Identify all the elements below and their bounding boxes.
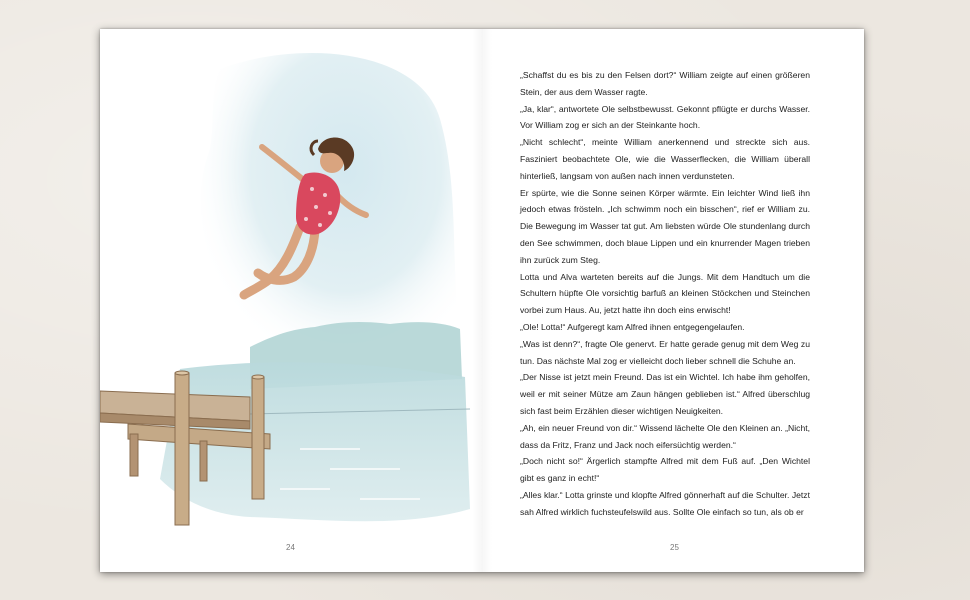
page-number-left: 24	[286, 543, 295, 552]
story-text	[520, 67, 810, 521]
paragraph: „Nicht schlecht“, meinte William anerkennend und streckte sich aus. Fasziniert beobachtete Ole, wie die Wasserflecken, die William überall hinterließ, langsam von außen nach innen verdunsteten.	[520, 137, 810, 181]
paragraph: „Alles klar.“ Lotta grinste und klopfte Alfred gönnerhaft auf die Schulter. Jetzt sah Alfred wirklich fuchsteufelswild aus. Sollte Ole einfach so tun, als ob er	[520, 489, 810, 517]
paragraph: „Schaffst du es bis zu den Felsen dort?“ William zeigte auf einen größeren Stein, der aus dem Wasser ragte.	[520, 70, 810, 97]
right-page	[482, 29, 864, 572]
paragraph: „Ole! Lotta!“ Aufgeregt kam Alfred ihnen entgegengelaufen.	[520, 321, 745, 332]
paragraph: „Ja, klar“, antwortete Ole selbstbewusst. Gekonnt pflügte er durchs Wasser. Vor William zog er sich an der Steinkante hoch.	[520, 103, 810, 131]
book-gutter-shadow	[472, 29, 492, 572]
paragraph: „Was ist denn?“, fragte Ole genervt. Er hatte gerade genug mit dem Weg zu tun. Das nächste Mal zog er vielleicht doch lieber schnell die Schuhe an.	[520, 338, 810, 366]
paragraph: Lotta und Alva warteten bereits auf die Jungs. Mit dem Handtuch um die Schultern hüpfte Ole vorsichtig barfuß an kleinen Stöckchen und Steinchen vorbei zum Haus. Au, jetzt hatte ihn doch eins erwischt!	[520, 271, 810, 316]
girl-jumping-off-dock-into-lake-illustration	[100, 29, 482, 572]
paragraph: „Ah, ein neuer Freund von dir.“ Wissend lächelte Ole den Kleinen an. „Nicht, dass da Fritz, Franz und Jack noch eifersüchtig werden.“	[520, 422, 810, 450]
left-page	[100, 29, 482, 572]
paragraph: Er spürte, wie die Sonne seinen Körper wärmte. Ein leichter Wind ließ ihn jedoch etwas frösteln. „Ich schwimm noch ein bisschen“, rief er William zu. Die Bewegung im Wasser tat gut. Am liebsten würde Ole stundenlang durch den See schwimmen, doch blaue Lippen und ein knurrender Magen trieben ihn zurück zum Steg.	[520, 187, 810, 265]
page-number-right: 25	[670, 543, 679, 552]
paragraph: „Der Nisse ist jetzt mein Freund. Das ist ein Wichtel. Ich habe ihm geholfen, weil er mit seiner Mütze am Zaun hängen geblieben ist.“ Alfred überschlug sich fast beim Erzählen dieser wichtigen Neuigkeiten.	[520, 372, 810, 416]
paragraph: „Doch nicht so!“ Ärgerlich stampfte Alfred mit dem Fuß auf. „Den Wichtel gibt es ganz in echt!“	[520, 456, 810, 484]
open-book-spread	[100, 29, 864, 572]
